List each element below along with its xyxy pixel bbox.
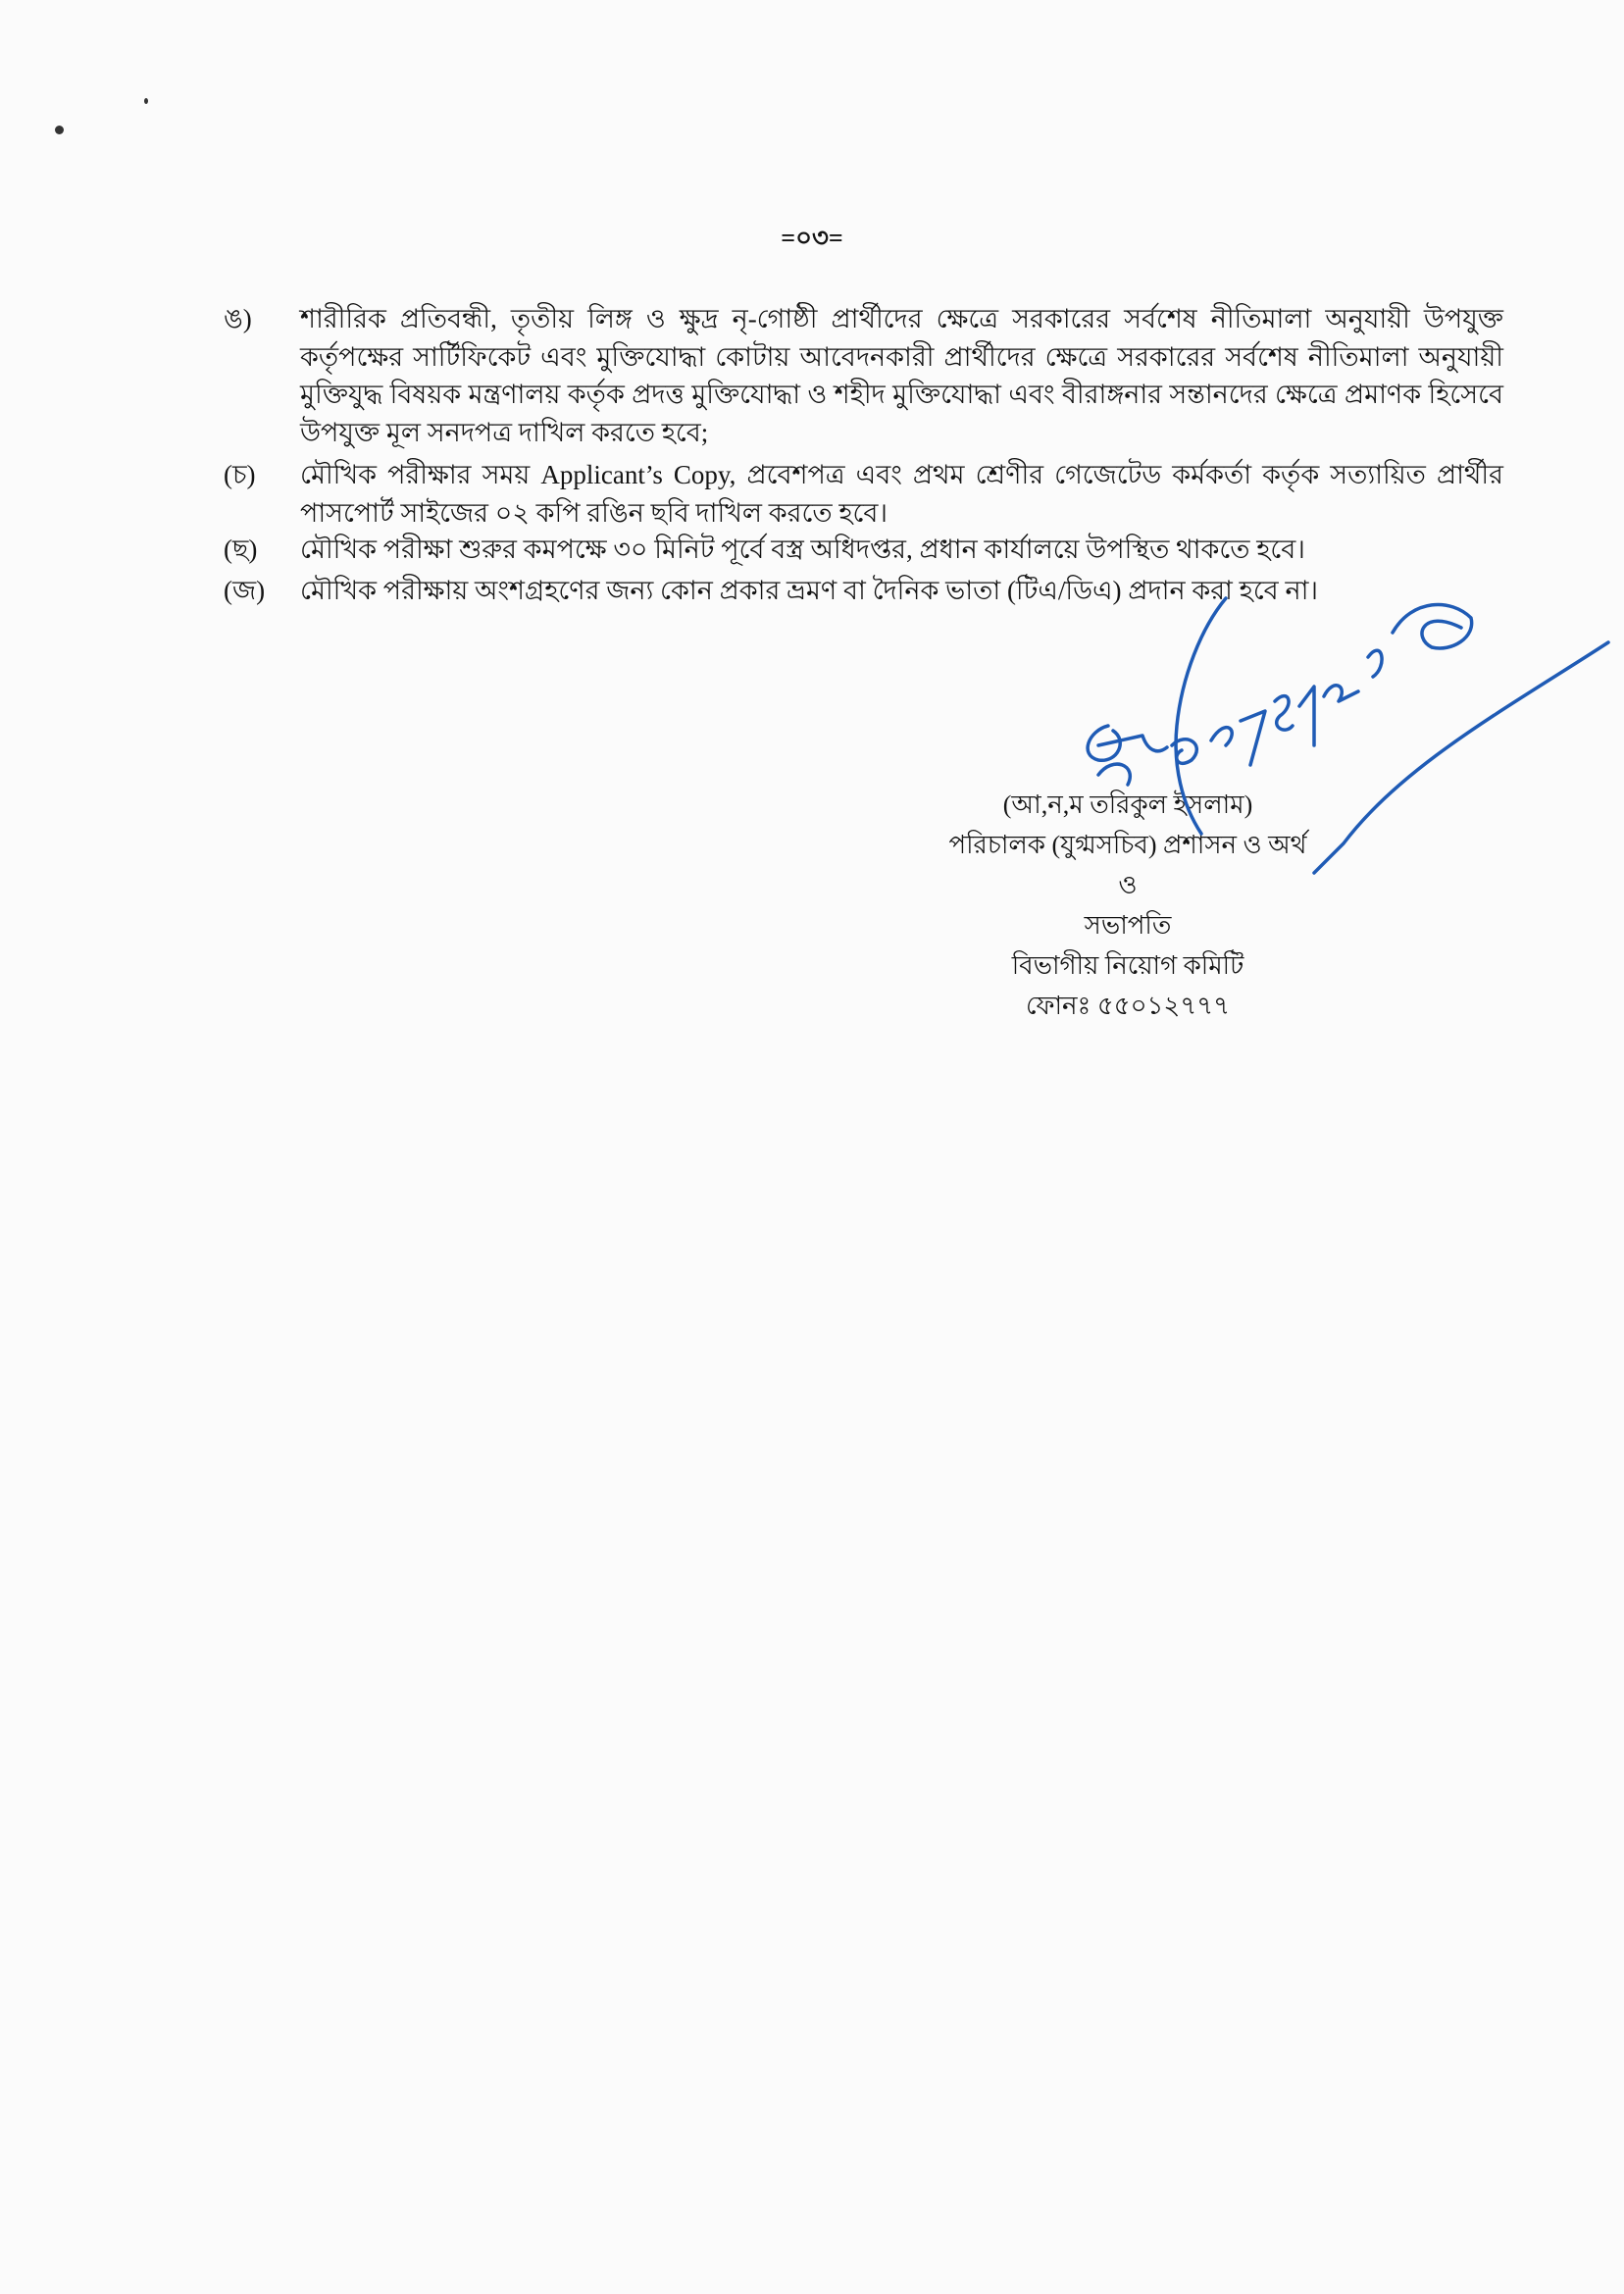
scan-speck — [55, 126, 64, 134]
list-item — [224, 300, 1503, 451]
list-item — [224, 456, 1503, 532]
list-item — [224, 531, 1503, 569]
signatory-name: (আ,ন,ম তরিকুল ইসলাম) — [1002, 790, 1253, 819]
item-label: (ছ) — [224, 535, 258, 564]
conjunction: ও — [1118, 871, 1138, 899]
scan-speck — [144, 98, 148, 104]
item-label: (চ) — [224, 460, 256, 489]
item-text: মৌখিক পরীক্ষায় অংশগ্রহণের জন্য কোন প্রকার ভ্রমণ বা দৈনিক ভাতা (টিএ/ডিএ) প্রদান করা হবে না। — [300, 576, 1319, 605]
committee-name: বিভাগীয় নিয়োগ কমিটি — [1011, 951, 1244, 980]
item-text: মৌখিক পরীক্ষার সময় Applicant’s Copy, প্রবেশপত্র এবং প্রথম শ্রেণীর গেজেটেড কর্মকর্তা কর্তৃক সত্যায়িত প্রার্থীর পাসপোর্ট সাইজের ০২ কপি রঙিন ছবি দাখিল করতে হবে। — [300, 460, 1503, 528]
page-number: =০৩= — [781, 224, 843, 252]
item-label: (জ) — [224, 576, 266, 605]
signatory-role: সভাপতি — [1084, 911, 1172, 940]
signatory-designation: পরিচালক (যুগ্মসচিব) প্রশাসন ও অর্থ — [948, 831, 1307, 859]
item-text: শারীরিক প্রতিবন্ধী, তৃতীয় লিঙ্গ ও ক্ষুদ্র নৃ-গোষ্ঠী প্রার্থীদের ক্ষেত্রে সরকারের সর্বশেষ নীতিমালা অনুযায়ী উপযুক্ত কর্তৃপক্ষের সার্টিফিকেট এবং মুক্তিযোদ্ধা কোটায় আবেদনকারী প্রার্থীদের ক্ষেত্রে সরকারের সর্বশেষ নীতিমালা অনুযায়ী মুক্তিযুদ্ধ বিষয়ক মন্ত্রণালয় কর্তৃক প্রদত্ত মুক্তিযোদ্ধা ও শহীদ মুক্তিযোদ্ধা এবং বীরাঙ্গনার সন্তানদের ক্ষেত্রে প্রমাণক হিসেবে উপযুক্ত মূল সনদপত্র দাখিল করতে হবে; — [300, 304, 1503, 447]
item-label: ঙ) — [224, 304, 252, 333]
signature-block — [883, 785, 1373, 1026]
item-text: মৌখিক পরীক্ষা শুরুর কমপক্ষে ৩০ মিনিট পূর্বে বস্ত্র অধিদপ্তর, প্রধান কার্যালয়ে উপস্থিত থাকতে হবে। — [300, 535, 1305, 564]
phone-number: ফোনঃ ৫৫০১২৭৭৭ — [1025, 992, 1231, 1020]
list-item — [224, 572, 1503, 610]
